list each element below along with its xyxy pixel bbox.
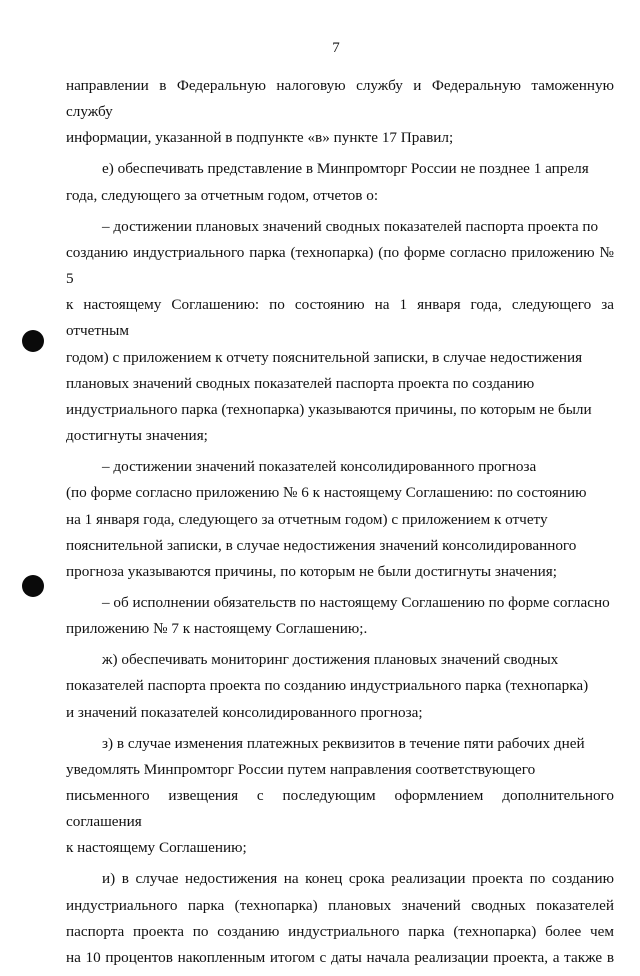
text-line: информации, указанной в подпункте «в» пункте 17 Правил; — [66, 129, 454, 147]
text-line: индустриального парка (технопарка) плановых значений сводных показателей — [66, 896, 614, 914]
text-line: письменного извещения с последующим оформлением дополнительного соглашения — [66, 787, 614, 831]
text-line: на 1 января года, следующего за отчетным годом) с приложением к отчету — [66, 510, 548, 528]
text-line: и значений показателей консолидированного прогноза; — [66, 703, 423, 721]
paragraph-dash-obligations — [66, 590, 614, 642]
punch-hole-mark — [22, 575, 44, 597]
text-line: года, следующего за отчетным годом, отчетов о: — [66, 186, 379, 204]
text-line: к настоящему Соглашению: по состоянию на 1 января года, следующего за отчетным — [66, 296, 614, 340]
text-line: плановых значений сводных показателей паспорта проекта по созданию — [66, 374, 535, 392]
paragraph-continuation — [66, 73, 614, 152]
text-line: к настоящему Соглашению; — [66, 839, 247, 857]
text-line: созданию индустриального парка (технопарка) (по форме согласно приложению № 5 — [66, 243, 614, 288]
paragraph-item-e — [66, 156, 614, 208]
text-line: приложению № 7 к настоящему Соглашению;. — [66, 620, 368, 638]
document-body — [66, 73, 614, 976]
text-line: (по форме согласно приложению № 6 к настоящему Соглашению: по состоянию — [66, 484, 587, 502]
paragraph-dash-plan-values — [66, 214, 614, 450]
text-line: з) в случае изменения платежных реквизитов в течение пяти рабочих дней — [102, 734, 585, 752]
punch-hole-mark — [22, 330, 44, 352]
text-line: индустриального парка (технопарка) указываются причины, по которым не были — [66, 401, 592, 419]
page-number: 7 — [332, 40, 340, 56]
text-line: ж) обеспечивать мониторинг достижения плановых значений сводных — [102, 651, 559, 669]
text-line: и) в случае недостижения на конец срока реализации проекта по созданию — [102, 870, 614, 888]
text-line: прогноза указываются причины, по которым не были достигнуты значения; — [66, 563, 557, 581]
paragraph-dash-consolidated-forecast — [66, 454, 614, 585]
text-line: уведомлять Минпромторг России путем направления соответствующего — [66, 760, 536, 778]
paragraph-item-i — [66, 866, 614, 971]
text-line: – об исполнении обязательств по настоящему Соглашению по форме согласно — [102, 594, 610, 612]
paragraph-item-z — [66, 731, 614, 862]
text-line: паспорта проекта по созданию индустриального парка (технопарка) более чем — [66, 922, 614, 940]
text-line: пояснительной записки, в случае недостижения значений консолидированного — [66, 536, 577, 554]
text-line: на 10 процентов накопленным итогом с даты начала реализации проекта, а также в — [66, 949, 614, 967]
paragraph-item-zh — [66, 647, 614, 726]
text-line: показателей паспорта проекта по созданию индустриального парка (технопарка) — [66, 677, 589, 695]
text-line: – достижении значений показателей консолидированного прогноза — [102, 458, 537, 476]
text-line: – достижении плановых значений сводных показателей паспорта проекта по — [102, 217, 599, 235]
text-line: достигнуты значения; — [66, 427, 208, 445]
text-line: е) обеспечивать представление в Минпромторг России не позднее 1 апреля — [102, 160, 589, 178]
text-line: годом) с приложением к отчету пояснительной записки, в случае недостижения — [66, 348, 583, 366]
text-line: направлении в Федеральную налоговую службу и Федеральную таможенную службу — [66, 77, 614, 121]
